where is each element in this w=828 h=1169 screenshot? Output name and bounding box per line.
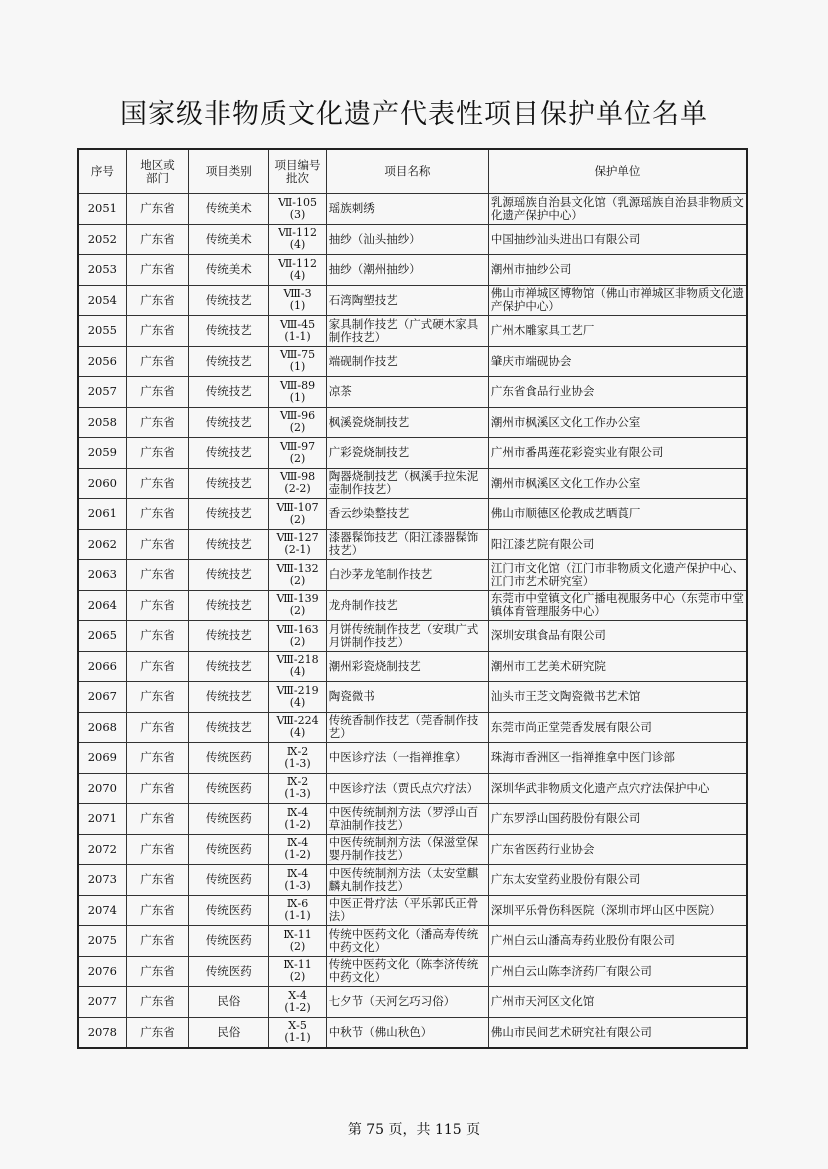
cell-protection-unit: 广东省食品行业协会 [488, 377, 747, 408]
cell-project-name: 龙舟制作技艺 [326, 590, 488, 621]
cell-region: 广东省 [126, 926, 189, 957]
table-row [78, 285, 747, 316]
cell-serial-number: 2060 [78, 468, 126, 499]
table-row [78, 773, 747, 804]
cell-serial-number: 2075 [78, 926, 126, 957]
cell-protection-unit: 深圳平乐骨伤科医院（深圳市坪山区中医院） [488, 895, 747, 926]
table-row [78, 956, 747, 987]
cell-project-code: Ⅶ-112 (4) [269, 255, 326, 286]
header-label: 保护单位 [594, 164, 641, 178]
cell-project-name: 香云纱染整技艺 [326, 499, 488, 530]
table-row [78, 682, 747, 713]
table-header-row [78, 149, 747, 194]
cell-region: 广东省 [126, 865, 189, 896]
cell-category: 传统技艺 [189, 407, 269, 438]
cell-project-code: Ⅶ-105 (3) [269, 194, 326, 225]
cell-category: 传统技艺 [189, 377, 269, 408]
cell-project-code: Ⅷ-218 (4) [269, 651, 326, 682]
cell-category: 传统医药 [189, 865, 269, 896]
cell-region: 广东省 [126, 712, 189, 743]
cell-protection-unit: 广东罗浮山国药股份有限公司 [488, 804, 747, 835]
table-row [78, 499, 747, 530]
cell-protection-unit: 汕头市王芝文陶瓷微书艺术馆 [488, 682, 747, 713]
cell-region: 广东省 [126, 804, 189, 835]
cell-project-code: Ⅹ-4 (1-2) [269, 987, 326, 1018]
cell-project-code: Ⅷ-224 (4) [269, 712, 326, 743]
cell-category: 传统医药 [189, 743, 269, 774]
page-footer: 第 75 页，共 115 页 [347, 1122, 481, 1138]
cell-category: 传统技艺 [189, 560, 269, 591]
cell-region: 广东省 [126, 316, 189, 347]
cell-serial-number: 2058 [78, 407, 126, 438]
cell-serial-number: 2055 [78, 316, 126, 347]
cell-protection-unit: 广州白云山潘高寿药业股份有限公司 [488, 926, 747, 957]
cell-project-code: Ⅷ-107 (2) [269, 499, 326, 530]
cell-project-code: Ⅷ-219 (4) [269, 682, 326, 713]
cell-project-code: Ⅷ-75 (1) [269, 346, 326, 377]
cell-category: 传统技艺 [189, 468, 269, 499]
cell-protection-unit: 佛山市禅城区博物馆（佛山市禅城区非物质文化遗产保护中心） [488, 285, 747, 316]
cell-serial-number: 2072 [78, 834, 126, 865]
cell-region: 广东省 [126, 590, 189, 621]
header-project-code [269, 149, 326, 194]
cell-protection-unit: 江门市文化馆（江门市非物质文化遗产保护中心、江门市艺术研究室） [488, 560, 747, 591]
cell-region: 广东省 [126, 255, 189, 286]
cell-category: 传统技艺 [189, 590, 269, 621]
cell-protection-unit: 广州市天河区文化馆 [488, 987, 747, 1018]
heritage-registry-table [77, 148, 748, 1049]
cell-project-code: Ⅸ-4 (1-3) [269, 865, 326, 896]
table-row [78, 804, 747, 835]
cell-project-name: 家具制作技艺（广式硬木家具制作技艺） [326, 316, 488, 347]
cell-protection-unit: 东莞市中堂镇文化广播电视服务中心（东莞市中堂镇体育管理服务中心） [488, 590, 747, 621]
cell-category: 传统技艺 [189, 529, 269, 560]
table-row [78, 1017, 747, 1048]
cell-project-name: 广彩瓷烧制技艺 [326, 438, 488, 469]
cell-category: 传统美术 [189, 194, 269, 225]
cell-project-name: 中医诊疗法（一指禅推拿） [326, 743, 488, 774]
table-row [78, 316, 747, 347]
cell-project-name: 月饼传统制作技艺（安琪广式月饼制作技艺） [326, 621, 488, 652]
cell-category: 传统医药 [189, 895, 269, 926]
table-row [78, 651, 747, 682]
cell-region: 广东省 [126, 682, 189, 713]
cell-serial-number: 2071 [78, 804, 126, 835]
table-row [78, 926, 747, 957]
cell-project-name: 中医传统制剂方法（太安堂麒麟丸制作技艺） [326, 865, 488, 896]
header-label: 序号 [90, 164, 114, 178]
cell-project-code: Ⅸ-11 (2) [269, 926, 326, 957]
cell-category: 传统技艺 [189, 438, 269, 469]
table-row [78, 224, 747, 255]
cell-project-code: Ⅷ-3 (1) [269, 285, 326, 316]
cell-project-code: Ⅷ-132 (2) [269, 560, 326, 591]
cell-serial-number: 2076 [78, 956, 126, 987]
cell-region: 广东省 [126, 773, 189, 804]
cell-region: 广东省 [126, 224, 189, 255]
cell-serial-number: 2063 [78, 560, 126, 591]
cell-protection-unit: 潮州市抽纱公司 [488, 255, 747, 286]
cell-serial-number: 2066 [78, 651, 126, 682]
cell-category: 传统技艺 [189, 651, 269, 682]
cell-project-code: Ⅸ-2 (1-3) [269, 773, 326, 804]
cell-protection-unit: 东莞市尚正堂莞香发展有限公司 [488, 712, 747, 743]
cell-serial-number: 2070 [78, 773, 126, 804]
table-row [78, 407, 747, 438]
table-row [78, 743, 747, 774]
cell-category: 民俗 [189, 1017, 269, 1048]
header-region [126, 149, 189, 194]
cell-serial-number: 2077 [78, 987, 126, 1018]
cell-project-name: 抽纱（潮州抽纱） [326, 255, 488, 286]
cell-project-code: Ⅷ-163 (2) [269, 621, 326, 652]
cell-region: 广东省 [126, 285, 189, 316]
cell-project-code: Ⅹ-5 (1-1) [269, 1017, 326, 1048]
cell-category: 传统技艺 [189, 712, 269, 743]
cell-serial-number: 2065 [78, 621, 126, 652]
header-serial-number [78, 149, 126, 194]
header-label: 项目编号 批次 [274, 157, 321, 185]
cell-serial-number: 2054 [78, 285, 126, 316]
header-category [189, 149, 269, 194]
cell-protection-unit: 肇庆市端砚协会 [488, 346, 747, 377]
cell-category: 民俗 [189, 987, 269, 1018]
cell-project-name: 传统香制作技艺（莞香制作技艺） [326, 712, 488, 743]
cell-region: 广东省 [126, 438, 189, 469]
cell-region: 广东省 [126, 529, 189, 560]
cell-protection-unit: 广东省医药行业协会 [488, 834, 747, 865]
cell-protection-unit: 广州木雕家具工艺厂 [488, 316, 747, 347]
cell-category: 传统医药 [189, 956, 269, 987]
cell-category: 传统医药 [189, 834, 269, 865]
cell-protection-unit: 珠海市香洲区一指禅推拿中医门诊部 [488, 743, 747, 774]
cell-protection-unit: 佛山市顺德区伦教成艺晒莨厂 [488, 499, 747, 530]
table-row [78, 621, 747, 652]
table-row [78, 438, 747, 469]
cell-protection-unit: 潮州市工艺美术研究院 [488, 651, 747, 682]
cell-project-code: Ⅸ-2 (1-3) [269, 743, 326, 774]
cell-project-name: 传统中医药文化（陈李济传统中药文化） [326, 956, 488, 987]
table-row [78, 468, 747, 499]
cell-project-code: Ⅷ-45 (1-1) [269, 316, 326, 347]
cell-serial-number: 2056 [78, 346, 126, 377]
cell-serial-number: 2057 [78, 377, 126, 408]
cell-protection-unit: 阳江漆艺院有限公司 [488, 529, 747, 560]
cell-region: 广东省 [126, 468, 189, 499]
cell-protection-unit: 潮州市枫溪区文化工作办公室 [488, 407, 747, 438]
cell-project-name: 中秋节（佛山秋色） [326, 1017, 488, 1048]
cell-project-name: 中医正骨疗法（平乐郭氏正骨法） [326, 895, 488, 926]
cell-serial-number: 2053 [78, 255, 126, 286]
cell-category: 传统技艺 [189, 346, 269, 377]
table-row [78, 834, 747, 865]
cell-project-name: 瑶族刺绣 [326, 194, 488, 225]
cell-region: 广东省 [126, 743, 189, 774]
cell-category: 传统技艺 [189, 285, 269, 316]
cell-project-name: 陶瓷微书 [326, 682, 488, 713]
table-row [78, 560, 747, 591]
cell-project-code: Ⅸ-11 (2) [269, 956, 326, 987]
cell-project-name: 七夕节（天河乞巧习俗） [326, 987, 488, 1018]
table-row [78, 590, 747, 621]
cell-protection-unit: 深圳华武非物质文化遗产点穴疗法保护中心 [488, 773, 747, 804]
header-project-name [326, 149, 488, 194]
cell-project-code: Ⅷ-139 (2) [269, 590, 326, 621]
cell-project-name: 抽纱（汕头抽纱） [326, 224, 488, 255]
cell-region: 广东省 [126, 499, 189, 530]
cell-serial-number: 2051 [78, 194, 126, 225]
cell-protection-unit: 佛山市民间艺术研究社有限公司 [488, 1017, 747, 1048]
cell-region: 广东省 [126, 651, 189, 682]
cell-project-name: 白沙茅龙笔制作技艺 [326, 560, 488, 591]
cell-region: 广东省 [126, 346, 189, 377]
cell-project-name: 凉茶 [326, 377, 488, 408]
cell-category: 传统美术 [189, 255, 269, 286]
cell-project-name: 枫溪瓷烧制技艺 [326, 407, 488, 438]
cell-category: 传统技艺 [189, 316, 269, 347]
cell-project-code: Ⅷ-96 (2) [269, 407, 326, 438]
table-row [78, 346, 747, 377]
table-row [78, 895, 747, 926]
cell-serial-number: 2078 [78, 1017, 126, 1048]
cell-region: 广东省 [126, 834, 189, 865]
cell-serial-number: 2069 [78, 743, 126, 774]
cell-region: 广东省 [126, 1017, 189, 1048]
cell-region: 广东省 [126, 987, 189, 1018]
cell-protection-unit: 广东太安堂药业股份有限公司 [488, 865, 747, 896]
table-row [78, 987, 747, 1018]
cell-project-name: 传统中医药文化（潘高寿传统中药文化） [326, 926, 488, 957]
table-row [78, 865, 747, 896]
cell-category: 传统医药 [189, 773, 269, 804]
cell-serial-number: 2068 [78, 712, 126, 743]
cell-project-code: Ⅷ-89 (1) [269, 377, 326, 408]
cell-project-name: 中医诊疗法（贾氏点穴疗法） [326, 773, 488, 804]
header-protection-unit [488, 149, 747, 194]
table-row [78, 194, 747, 225]
cell-category: 传统技艺 [189, 499, 269, 530]
cell-project-code: Ⅶ-112 (4) [269, 224, 326, 255]
cell-serial-number: 2073 [78, 865, 126, 896]
table-row [78, 712, 747, 743]
cell-region: 广东省 [126, 407, 189, 438]
cell-serial-number: 2062 [78, 529, 126, 560]
page-title: 国家级非物质文化遗产代表性项目保护单位名单 [120, 99, 708, 130]
cell-region: 广东省 [126, 621, 189, 652]
cell-project-name: 潮州彩瓷烧制技艺 [326, 651, 488, 682]
cell-serial-number: 2064 [78, 590, 126, 621]
cell-project-code: Ⅸ-6 (1-1) [269, 895, 326, 926]
cell-project-name: 陶器烧制技艺（枫溪手拉朱泥壶制作技艺） [326, 468, 488, 499]
cell-category: 传统医药 [189, 926, 269, 957]
cell-serial-number: 2067 [78, 682, 126, 713]
table-row [78, 529, 747, 560]
cell-region: 广东省 [126, 895, 189, 926]
cell-project-code: Ⅷ-127 (2-1) [269, 529, 326, 560]
cell-project-name: 石湾陶塑技艺 [326, 285, 488, 316]
cell-region: 广东省 [126, 377, 189, 408]
cell-serial-number: 2059 [78, 438, 126, 469]
cell-project-name: 中医传统制剂方法（保滋堂保婴丹制作技艺） [326, 834, 488, 865]
cell-project-code: Ⅷ-97 (2) [269, 438, 326, 469]
cell-project-name: 中医传统制剂方法（罗浮山百草油制作技艺） [326, 804, 488, 835]
cell-protection-unit: 潮州市枫溪区文化工作办公室 [488, 468, 747, 499]
cell-category: 传统技艺 [189, 621, 269, 652]
header-label: 项目类别 [205, 164, 252, 178]
cell-protection-unit: 中国抽纱汕头进出口有限公司 [488, 224, 747, 255]
cell-serial-number: 2074 [78, 895, 126, 926]
cell-project-name: 端砚制作技艺 [326, 346, 488, 377]
header-label: 项目名称 [384, 164, 431, 178]
cell-category: 传统医药 [189, 804, 269, 835]
cell-category: 传统技艺 [189, 682, 269, 713]
table-row [78, 255, 747, 286]
cell-region: 广东省 [126, 956, 189, 987]
cell-project-code: Ⅷ-98 (2-2) [269, 468, 326, 499]
cell-project-name: 漆器髹饰技艺（阳江漆器髹饰技艺） [326, 529, 488, 560]
cell-project-code: Ⅸ-4 (1-2) [269, 834, 326, 865]
cell-protection-unit: 乳源瑶族自治县文化馆（乳源瑶族自治县非物质文化遗产保护中心） [488, 194, 747, 225]
cell-protection-unit: 广州市番禺莲花彩瓷实业有限公司 [488, 438, 747, 469]
cell-serial-number: 2061 [78, 499, 126, 530]
cell-serial-number: 2052 [78, 224, 126, 255]
cell-region: 广东省 [126, 560, 189, 591]
table-row [78, 377, 747, 408]
cell-region: 广东省 [126, 194, 189, 225]
cell-project-code: Ⅸ-4 (1-2) [269, 804, 326, 835]
cell-category: 传统美术 [189, 224, 269, 255]
cell-protection-unit: 深圳安琪食品有限公司 [488, 621, 747, 652]
cell-protection-unit: 广州白云山陈李济药厂有限公司 [488, 956, 747, 987]
header-label: 地区或 部门 [140, 157, 175, 185]
